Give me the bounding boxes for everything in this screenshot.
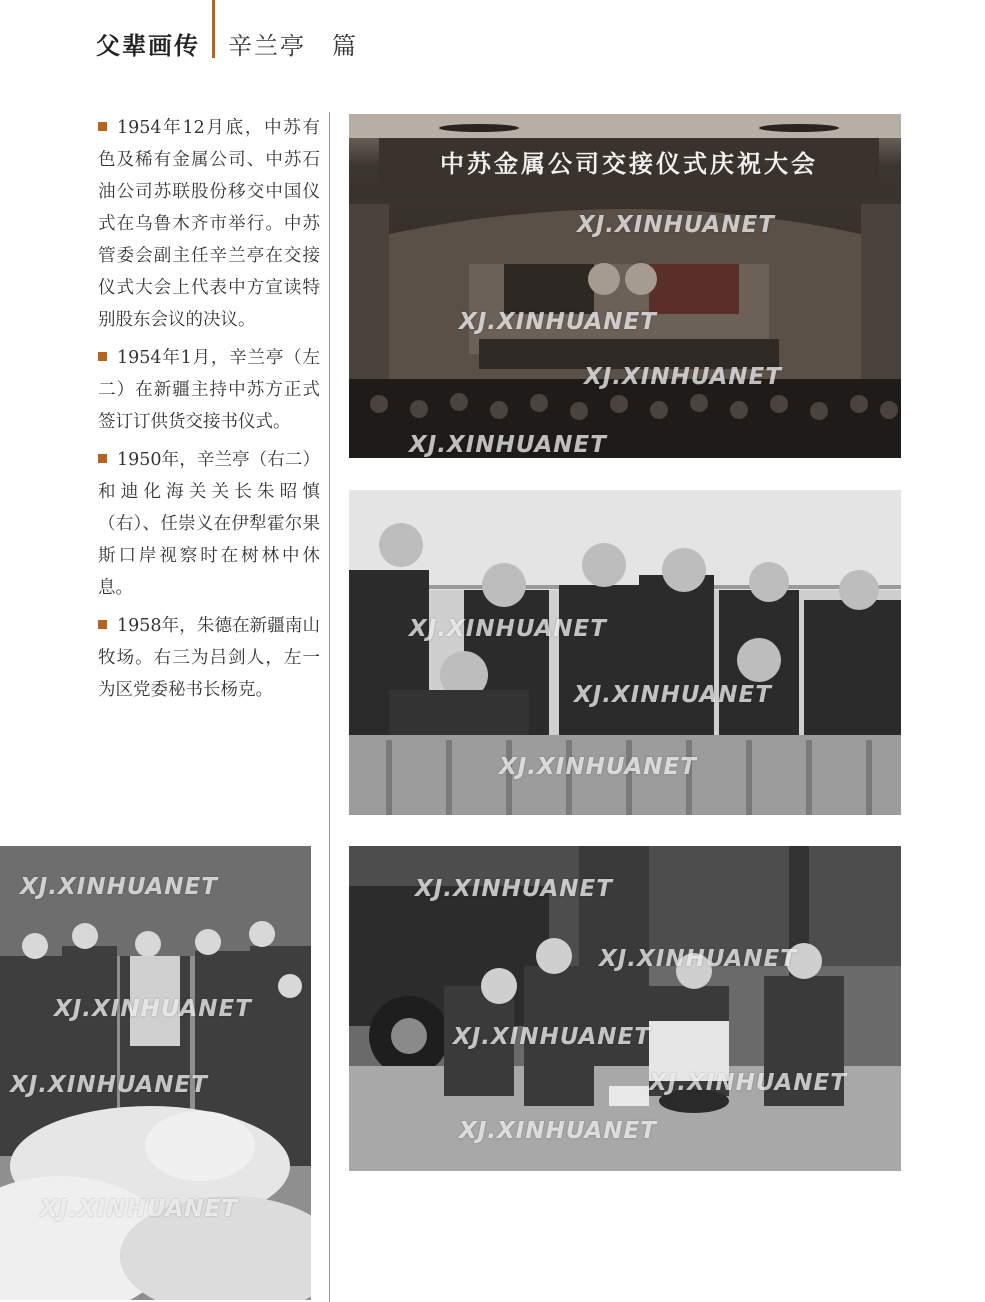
watermark: XJ.XINHUANET — [574, 682, 772, 708]
column-divider — [329, 112, 330, 1302]
watermark: XJ.XINHUANET — [459, 309, 657, 335]
watermark: XJ.XINHUANET — [415, 876, 613, 902]
series-title: 父辈画传 — [96, 32, 200, 60]
caption-text: 1950年，辛兰亭（右二）和迪化海关关长朱昭慎（右）、任崇义在伊犁霍尔果斯口岸视察时在树林中休息。 — [98, 450, 320, 598]
photo-ceremony-hall — [349, 114, 901, 458]
watermark: XJ.XINHUANET — [453, 1024, 651, 1050]
watermark: XJ.XINHUANET — [584, 364, 782, 390]
watermark: XJ.XINHUANET — [409, 432, 607, 458]
watermark: XJ.XINHUANET — [599, 946, 797, 972]
watermark: XJ.XINHUANET — [409, 616, 607, 642]
photo-pasture-visit — [0, 846, 311, 1300]
watermark: XJ.XINHUANET — [54, 996, 252, 1022]
header-divider — [212, 0, 215, 58]
bullet-icon — [98, 454, 107, 463]
photo-rest-in-woods — [349, 846, 901, 1171]
caption-text: 1954年12月底，中苏有色及稀有金属公司、中苏石油公司苏联股份移交中国仪式在乌鲁木齐市举行。中苏管委会副主任辛兰亭在交接仪式大会上代表中方宣读特别股东会议的决议。 — [98, 118, 320, 330]
chapter-subtitle: 辛兰亭 篇 — [228, 32, 358, 60]
caption-column — [98, 112, 320, 712]
caption-4 — [98, 610, 320, 706]
ceremony-banner-text: 中苏金属公司交接仪式庆祝大会 — [440, 150, 818, 178]
watermark: XJ.XINHUANET — [40, 1196, 238, 1222]
caption-1 — [98, 112, 320, 336]
watermark: XJ.XINHUANET — [499, 754, 697, 780]
watermark: XJ.XINHUANET — [10, 1072, 208, 1098]
watermark: XJ.XINHUANET — [649, 1070, 847, 1096]
caption-text: 1954年1月，辛兰亭（左二）在新疆主持中苏方正式签订订供货交接书仪式。 — [98, 348, 320, 432]
caption-2 — [98, 342, 320, 438]
watermark: XJ.XINHUANET — [459, 1118, 657, 1144]
photo-signing-ceremony — [349, 490, 901, 815]
bullet-icon — [98, 122, 107, 131]
bullet-icon — [98, 620, 107, 629]
watermark: XJ.XINHUANET — [577, 212, 775, 238]
watermark: XJ.XINHUANET — [20, 874, 218, 900]
bullet-icon — [98, 352, 107, 361]
caption-text: 1958年，朱德在新疆南山牧场。右三为吕剑人，左一为区党委秘书长杨克。 — [98, 616, 320, 700]
caption-3 — [98, 444, 320, 604]
